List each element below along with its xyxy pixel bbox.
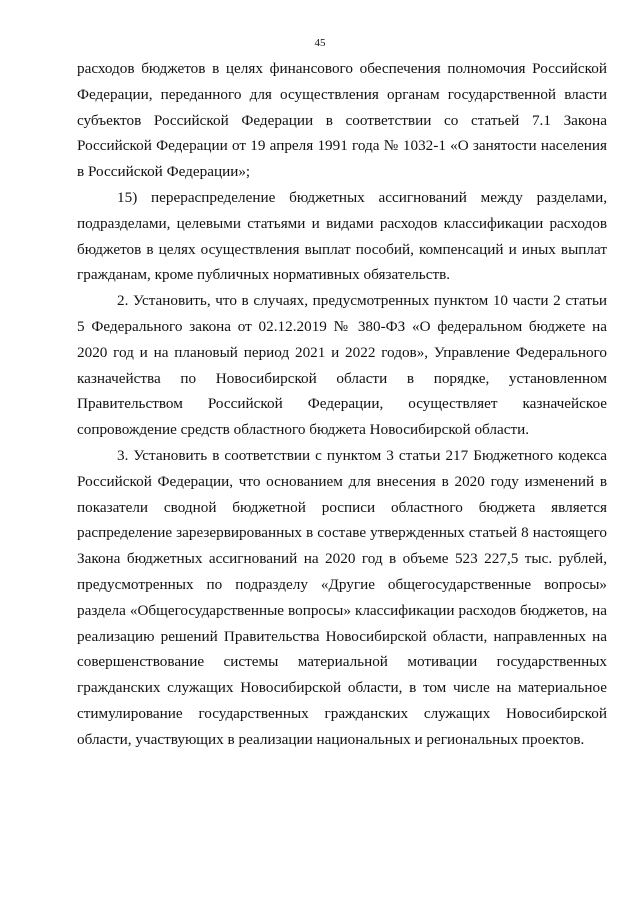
paragraph-clause-2: 2. Установить, что в случаях, предусмотренных пунктом 10 части 2 статьи 5 Федерального закона от 02.12.2019 № 380-ФЗ «О федеральном бюджете на 2020 год и на плановый период 2021 и 2022 годов», Управление Федерального казначейства по Новосибирской области в порядке, установленном Правительством Российской Федерации, осуществляет казначейское сопровождение средств областного бюджета Новосибирской области. (77, 292, 607, 439)
paragraph-item-15: 15) перераспределение бюджетных ассигнований между разделами, подразделами, целевыми статьями и видами расходов классификации расходов бюджетов в целях осуществления выплат пособий, компенсаций и иных выплат гражданам, кроме публичных нормативных обязательств. (77, 188, 607, 284)
paragraph-continuation: расходов бюджетов в целях финансового обеспечения полномочия Российской Федерации, переданного для осуществления органам государственной власти субъектов Российской Федерации в соответствии со статьей 7.1 Закона Российской Федерации от 19 апреля 1991 года № 1032-1 «О занятости населения в Российской Федерации»; (77, 60, 607, 181)
paragraph-clause-3: 3. Установить в соответствии с пунктом 3 статьи 217 Бюджетного кодекса Российской Федерации, что основанием для внесения в 2020 году изменений в показатели сводной бюджетной росписи областного бюджета является распределение зарезервированных в составе утвержденных статьей 8 настоящего Закона бюджетных ассигнований на 2020 год в объеме 523 227,5 тыс. рублей, предусмотренных по подразделу «Другие общегосударственные вопросы» раздела «Общегосударственные вопросы» классификации расходов бюджетов, на реализацию решений Правительства Новосибирской области, направленных на совершенствование системы материальной мотивации государственных гражданских служащих Новосибирской области, в том числе на материальное стимулирование государственных гражданских служащих Новосибирской области, участвующих в реализации национальных и региональных проектов. (77, 446, 607, 748)
page-number: 45 (314, 37, 326, 49)
document-body (77, 56, 607, 753)
